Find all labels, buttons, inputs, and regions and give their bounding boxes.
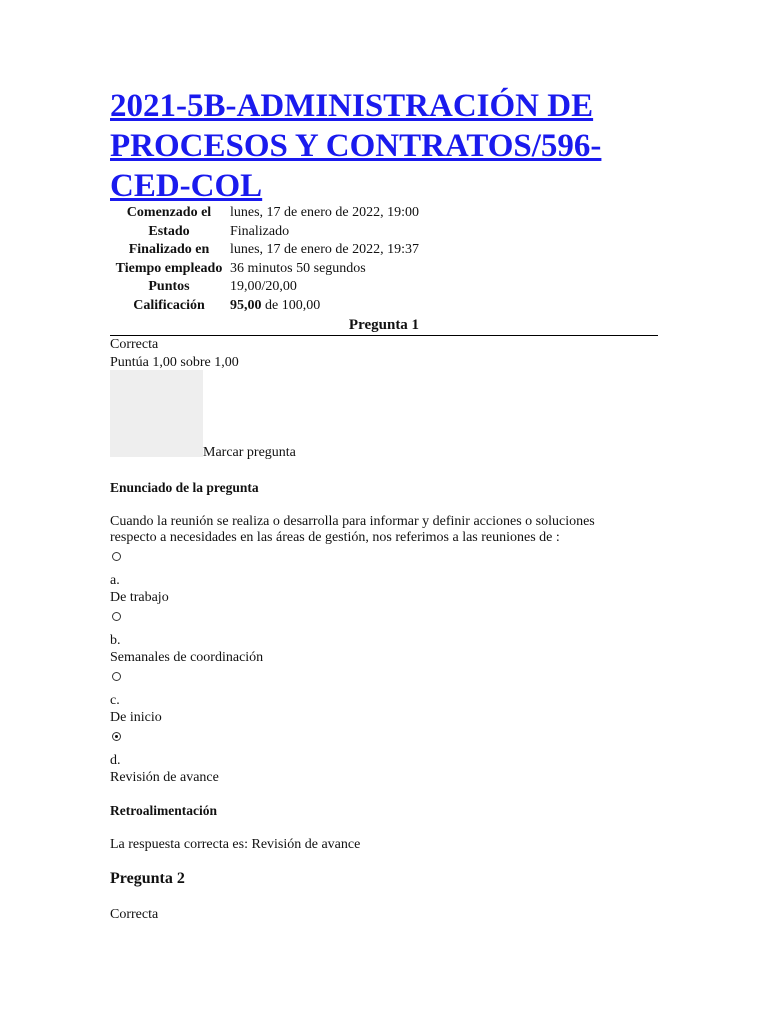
summary-value: lunes, 17 de enero de 2022, 19:37 — [230, 242, 419, 258]
summary-label: Estado — [148, 223, 190, 239]
option-d-letter: d. — [110, 753, 121, 768]
option-a-radio[interactable] — [112, 552, 121, 561]
option-d-radio[interactable] — [112, 732, 121, 741]
summary-label: Tiempo empleado — [115, 260, 223, 276]
summary-label: Puntos — [148, 279, 190, 295]
flag-icon[interactable] — [110, 370, 203, 457]
summary-value: 36 minutos 50 segundos — [230, 260, 366, 276]
summary-label: Calificación — [133, 297, 205, 313]
course-title-link[interactable]: 2021-5B-ADMINISTRACIÓN DE PROCESOS Y CONTRATOS/596-CED-COL — [110, 88, 602, 204]
option-a-text: De trabajo — [110, 590, 169, 605]
question-1-heading: Pregunta 1 — [110, 316, 658, 336]
option-c-text: De inicio — [110, 710, 162, 725]
summary-label: Comenzado el — [126, 205, 212, 220]
summary-value — [230, 297, 419, 316]
summary-value: 19,00/20,00 — [230, 279, 297, 295]
summary-row-grade — [110, 297, 419, 316]
attempt-summary-table — [110, 204, 419, 316]
question-text-line: respecto a necesidades en las áreas de gestión, nos referimos a las reuniones de : — [110, 530, 560, 545]
question-text-line: Cuando la reunión se realiza o desarrolla para informar y definir acciones o soluciones — [110, 514, 595, 529]
summary-value: Finalizado — [230, 223, 290, 239]
question-1-score: Puntúa 1,00 sobre 1,00 — [110, 355, 239, 370]
option-b-radio[interactable] — [112, 612, 121, 621]
feedback-heading: Retroalimentación — [110, 803, 217, 818]
summary-value: lunes, 17 de enero de 2022, 19:00 — [230, 205, 419, 220]
statement-heading: Enunciado de la pregunta — [110, 480, 259, 495]
question-2-heading: Pregunta 2 — [110, 870, 185, 887]
question-2-status: Correcta — [110, 907, 159, 922]
flag-question-link[interactable]: Marcar pregunta — [203, 445, 296, 460]
option-b-letter: b. — [110, 633, 121, 648]
grade-value: 95,00 — [230, 297, 262, 313]
summary-row-points — [110, 278, 419, 297]
summary-label: Finalizado en — [128, 242, 210, 258]
option-c-letter: c. — [110, 693, 120, 708]
summary-row-state — [110, 223, 419, 242]
summary-row-finished — [110, 241, 419, 260]
summary-row-started — [110, 204, 419, 223]
option-c-radio[interactable] — [112, 672, 121, 681]
option-a-letter: a. — [110, 573, 120, 588]
option-b-text: Semanales de coordinación — [110, 650, 264, 665]
option-d-text: Revisión de avance — [110, 770, 219, 785]
summary-row-time-taken — [110, 260, 419, 279]
question-1-status: Correcta — [110, 337, 159, 352]
feedback-text: La respuesta correcta es: Revisión de avance — [110, 837, 361, 852]
grade-total: de 100,00 — [261, 297, 321, 313]
